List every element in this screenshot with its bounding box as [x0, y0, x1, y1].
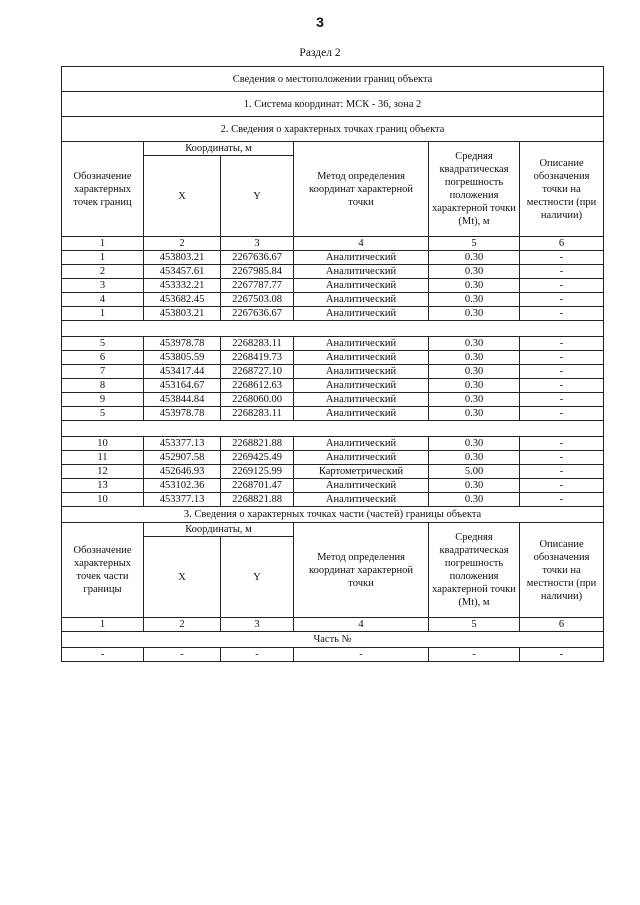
cell: -: [520, 493, 604, 507]
cell: 0.30: [429, 479, 520, 493]
cell: Аналитический: [294, 265, 429, 279]
cell: Аналитический: [294, 279, 429, 293]
page-number: 3: [316, 14, 324, 30]
cell: 5: [429, 237, 520, 251]
cell: 1: [62, 307, 144, 321]
table-row: [62, 279, 604, 293]
cell: 2268821.88: [221, 493, 294, 507]
cell: 452646.93: [144, 465, 221, 479]
cell: 453805.59: [144, 351, 221, 365]
table-row: [62, 307, 604, 321]
cell: 4: [62, 293, 144, 307]
table-row: [62, 393, 604, 407]
boundary-table: [61, 66, 604, 662]
cell: 3: [221, 237, 294, 251]
cell: 2268612.63: [221, 379, 294, 393]
cell: 2: [144, 237, 221, 251]
cell: 6: [520, 237, 604, 251]
cell: 2268283.11: [221, 337, 294, 351]
cell: -: [520, 307, 604, 321]
part2-heading: 2. Сведения о характерных точках границ объекта: [62, 117, 604, 142]
cell: -: [520, 479, 604, 493]
col-description-header: Описание обозначения точки на местности (при наличии): [520, 142, 604, 237]
cell: 0.30: [429, 279, 520, 293]
cell: 0.30: [429, 365, 520, 379]
cell: 1: [62, 237, 144, 251]
cell: 3: [221, 618, 294, 632]
table-row: [62, 479, 604, 493]
col-x-header: X: [144, 156, 221, 237]
cell: -: [62, 648, 144, 662]
table-row: [62, 465, 604, 479]
cell: 453102.36: [144, 479, 221, 493]
cell: 453978.78: [144, 407, 221, 421]
cell: Картометрический: [294, 465, 429, 479]
cell: Аналитический: [294, 351, 429, 365]
cell: 2268701.47: [221, 479, 294, 493]
cell: Аналитический: [294, 407, 429, 421]
table-row: [62, 337, 604, 351]
table-row: [62, 407, 604, 421]
cell: 0.30: [429, 351, 520, 365]
cell: 453978.78: [144, 337, 221, 351]
cell: -: [144, 648, 221, 662]
cell: Аналитический: [294, 493, 429, 507]
cell: 0.30: [429, 293, 520, 307]
cell: 2267636.67: [221, 307, 294, 321]
cell: -: [221, 648, 294, 662]
table-row: [62, 351, 604, 365]
cell: 0.30: [429, 307, 520, 321]
cell: 2: [62, 265, 144, 279]
cell: 0.30: [429, 407, 520, 421]
cell: 12: [62, 465, 144, 479]
cell: 4: [294, 618, 429, 632]
col-designation-header: Обозначение характерных точек границ: [62, 142, 144, 237]
cell: 10: [62, 437, 144, 451]
cell: 8: [62, 379, 144, 393]
cell: 6: [62, 351, 144, 365]
group-separator-row: [62, 321, 604, 337]
cell: 1: [62, 251, 144, 265]
col-designation-header-part3: Обозначение характерных точек части границы: [62, 523, 144, 618]
cell: Аналитический: [294, 451, 429, 465]
col-x-header-part3: X: [144, 537, 221, 618]
col-coords-header: Координаты, м: [144, 142, 294, 156]
cell: 2269425.49: [221, 451, 294, 465]
cell: Аналитический: [294, 393, 429, 407]
cell: -: [520, 293, 604, 307]
col-coords-header-part3: Координаты, м: [144, 523, 294, 537]
cell: 0.30: [429, 393, 520, 407]
cell: -: [520, 265, 604, 279]
table-row: [62, 493, 604, 507]
cell: 0.30: [429, 437, 520, 451]
cell: 2267985.84: [221, 265, 294, 279]
cell: 453377.13: [144, 437, 221, 451]
col-description-header-part3: Описание обозначения точки на местности (при наличии): [520, 523, 604, 618]
cell: 452907.58: [144, 451, 221, 465]
cell: -: [520, 251, 604, 265]
cell: 13: [62, 479, 144, 493]
cell: 5: [429, 618, 520, 632]
cell: 11: [62, 451, 144, 465]
cell: 453417.44: [144, 365, 221, 379]
cell: 2268727.10: [221, 365, 294, 379]
cell: 9: [62, 393, 144, 407]
table-row: [62, 365, 604, 379]
cell: -: [520, 379, 604, 393]
cell: 0.30: [429, 451, 520, 465]
cell: 2268419.73: [221, 351, 294, 365]
table-row: [62, 265, 604, 279]
cell: 453844.84: [144, 393, 221, 407]
table-row: [62, 251, 604, 265]
cell: -: [294, 648, 429, 662]
section-title: Раздел 2: [299, 47, 341, 59]
cell: 0.30: [429, 265, 520, 279]
table-row: [62, 379, 604, 393]
table-title: Сведения о местоположении границ объекта: [62, 67, 604, 92]
column-number-row: [62, 237, 604, 251]
cell: Аналитический: [294, 251, 429, 265]
cell: Аналитический: [294, 293, 429, 307]
cell: 2268060.00: [221, 393, 294, 407]
table-row: [62, 293, 604, 307]
cell: Аналитический: [294, 437, 429, 451]
part3-heading: 3. Сведения о характерных точках части (частей) границы объекта: [62, 507, 604, 523]
cell: -: [520, 465, 604, 479]
col-error-header-part3: Средняя квадратическая погрешность положения характерной точки (Mt), м: [429, 523, 520, 618]
cell: 0.30: [429, 251, 520, 265]
empty-row: [62, 648, 604, 662]
cell: 4: [294, 237, 429, 251]
cell: 5.00: [429, 465, 520, 479]
cell: -: [520, 365, 604, 379]
cell: Аналитический: [294, 365, 429, 379]
separator-cell: [62, 321, 604, 337]
cell: 2267503.08: [221, 293, 294, 307]
cell: -: [520, 407, 604, 421]
cell: -: [520, 437, 604, 451]
cell: 3: [62, 279, 144, 293]
table-row: [62, 451, 604, 465]
cell: -: [429, 648, 520, 662]
cell: -: [520, 451, 604, 465]
cell: 2268283.11: [221, 407, 294, 421]
cell: 1: [62, 618, 144, 632]
col-y-header: Y: [221, 156, 294, 237]
cell: -: [520, 279, 604, 293]
cell: Аналитический: [294, 479, 429, 493]
cell: 453803.21: [144, 307, 221, 321]
cell: 2269125.99: [221, 465, 294, 479]
coord-system: 1. Система координат: МСК - 36, зона 2: [62, 92, 604, 117]
col-error-header: Средняя квадратическая погрешность положения характерной точки (Mt), м: [429, 142, 520, 237]
cell: 0.30: [429, 337, 520, 351]
cell: 6: [520, 618, 604, 632]
group-separator-row: [62, 421, 604, 437]
cell: 5: [62, 337, 144, 351]
cell: 453164.67: [144, 379, 221, 393]
cell: 453803.21: [144, 251, 221, 265]
cell: 7: [62, 365, 144, 379]
table-row: [62, 437, 604, 451]
cell: -: [520, 393, 604, 407]
cell: 5: [62, 407, 144, 421]
cell: 2268821.88: [221, 437, 294, 451]
cell: -: [520, 337, 604, 351]
cell: 0.30: [429, 379, 520, 393]
part-label: Часть №: [62, 632, 604, 648]
cell: 2267636.67: [221, 251, 294, 265]
cell: Аналитический: [294, 307, 429, 321]
col-method-header: Метод определения координат характерной точки: [294, 142, 429, 237]
cell: Аналитический: [294, 337, 429, 351]
col-method-header-part3: Метод определения координат характерной точки: [294, 523, 429, 618]
cell: -: [520, 351, 604, 365]
cell: 453332.21: [144, 279, 221, 293]
col-y-header-part3: Y: [221, 537, 294, 618]
cell: 2267787.77: [221, 279, 294, 293]
column-number-row-part3: [62, 618, 604, 632]
cell: Аналитический: [294, 379, 429, 393]
cell: 10: [62, 493, 144, 507]
cell: 453457.61: [144, 265, 221, 279]
separator-cell: [62, 421, 604, 437]
cell: 0.30: [429, 493, 520, 507]
cell: 453682.45: [144, 293, 221, 307]
cell: -: [520, 648, 604, 662]
cell: 2: [144, 618, 221, 632]
cell: 453377.13: [144, 493, 221, 507]
